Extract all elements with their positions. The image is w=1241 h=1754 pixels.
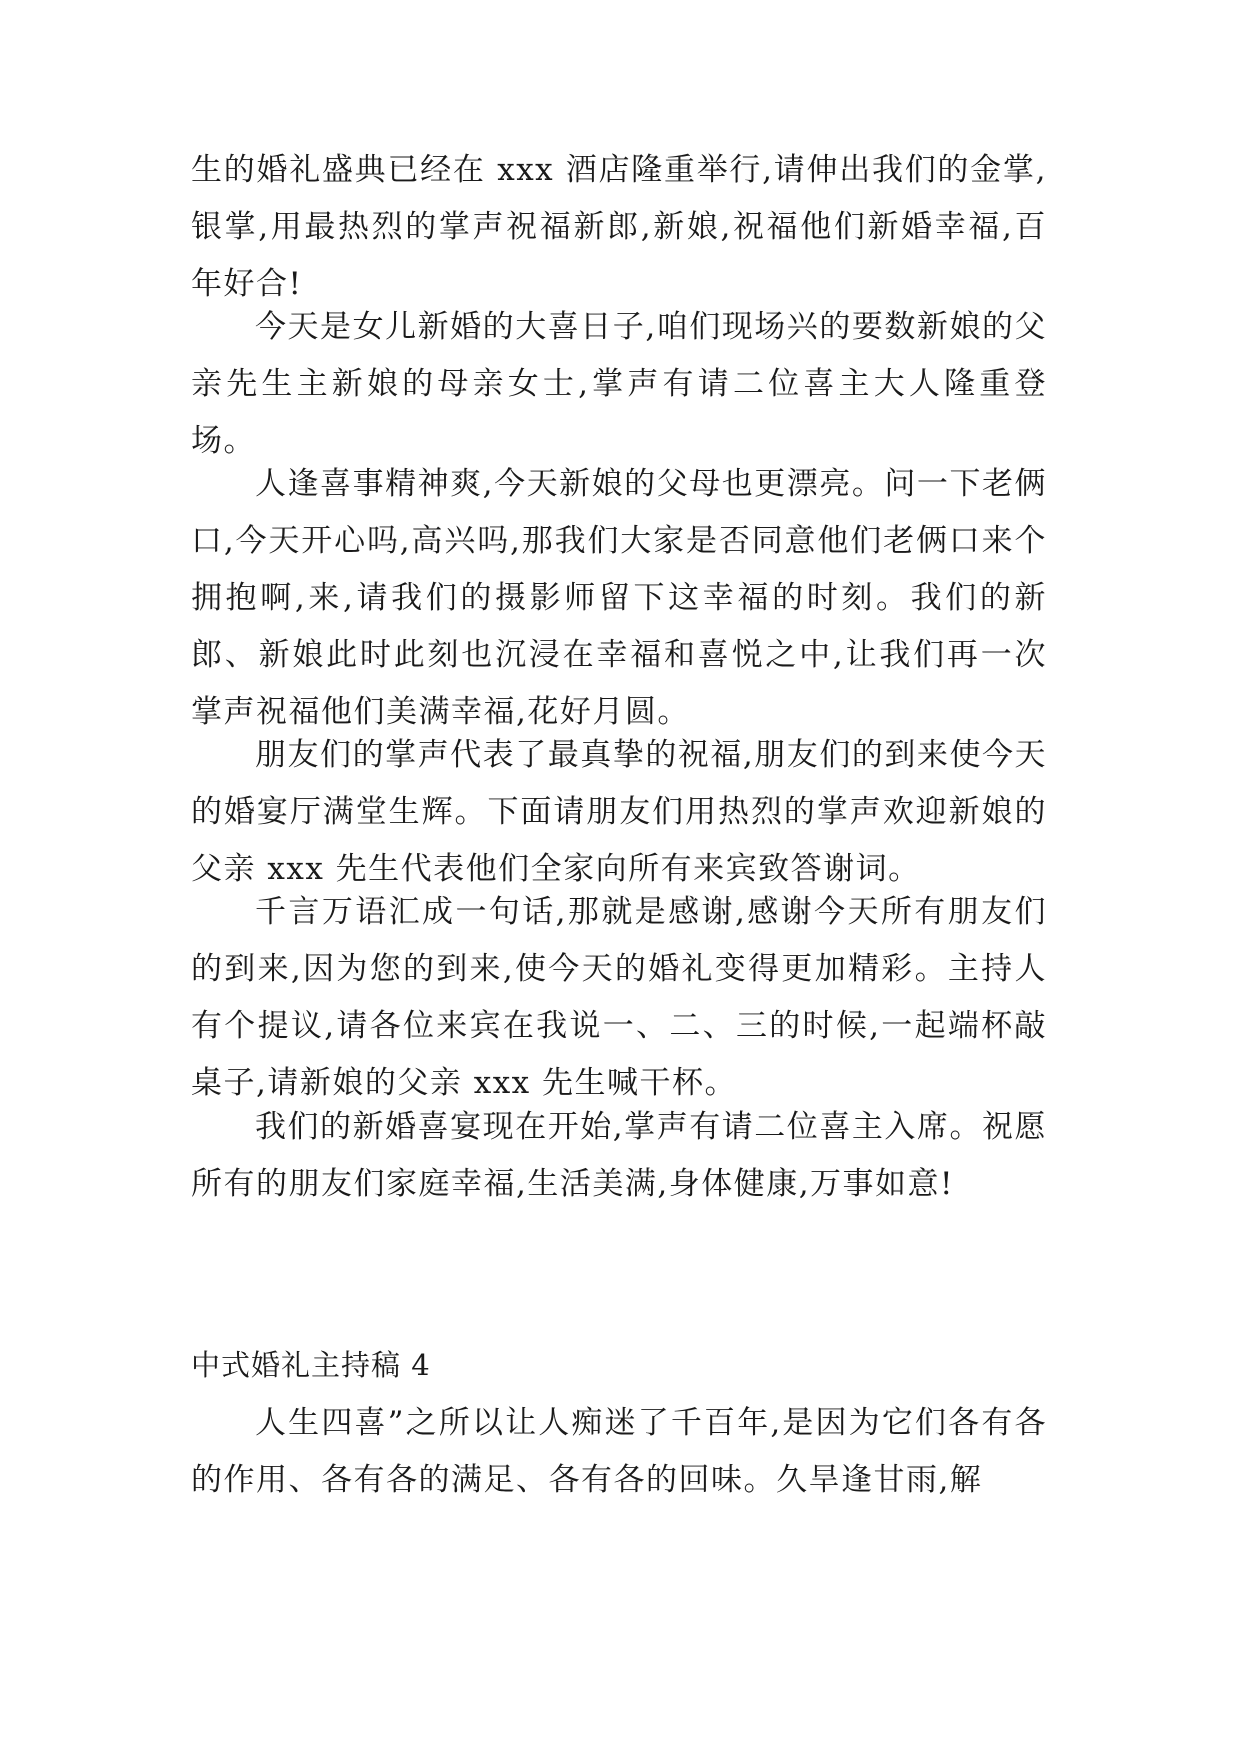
section-heading: 中式婚礼主持稿 4 bbox=[191, 1348, 431, 1382]
paragraph-6: 我们的新婚喜宴现在开始,掌声有请二位喜主入席。祝愿所有的朋友们家庭幸福,生活美满,身体健康,万事如意! bbox=[191, 1109, 1047, 1202]
paragraph-2: 今天是女儿新婚的大喜日子,咱们现场兴的要数新娘的父亲先生主新娘的母亲女士,掌声有请二位喜主大人隆重登场。 bbox=[191, 309, 1047, 459]
paragraph-5: 千言万语汇成一句话,那就是感谢,感谢今天所有朋友们的到来,因为您的到来,使今天的婚礼变得更加精彩。主持人有个提议,请各位来宾在我说一、二、三的时候,一起端杯敲桌子,请新娘的父亲 xxx 先生喊干杯。 bbox=[191, 894, 1047, 1101]
paragraph-1: 生的婚礼盛典已经在 xxx 酒店隆重举行,请伸出我们的金掌,银掌,用最热烈的掌声祝福新郎,新娘,祝福他们新婚幸福,百年好合! bbox=[191, 152, 1047, 302]
paragraph-4: 朋友们的掌声代表了最真挚的祝福,朋友们的到来使今天的婚宴厅满堂生辉。下面请朋友们用热烈的掌声欢迎新娘的父亲 xxx 先生代表他们全家向所有来宾致答谢词。 bbox=[191, 737, 1047, 887]
paragraph-3: 人逢喜事精神爽,今天新娘的父母也更漂亮。问一下老俩口,今天开心吗,高兴吗,那我们大家是否同意他们老俩口来个拥抱啊,来,请我们的摄影师留下这幸福的时刻。我们的新郎、新娘此时此刻也沉浸在幸福和喜悦之中,让我们再一次掌声祝福他们美满幸福,花好月圆。 bbox=[191, 466, 1047, 730]
section-paragraph-1: 人生四喜”之所以让人痴迷了千百年,是因为它们各有各的作用、各有各的满足、各有各的回味。久旱逢甘雨,解 bbox=[191, 1405, 1047, 1498]
